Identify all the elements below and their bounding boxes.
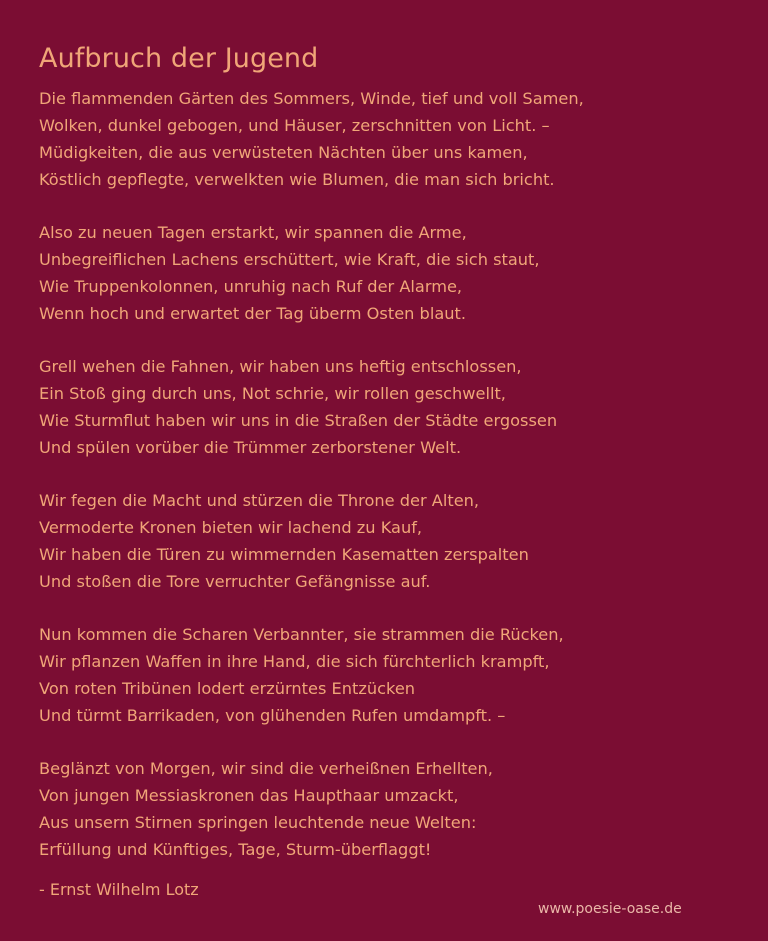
poem-line: Beglänzt von Morgen, wir sind die verheißnen Erhellten, xyxy=(39,759,493,778)
poem-line: Müdigkeiten, die aus verwüsteten Nächten über uns kamen, xyxy=(39,143,528,162)
poem-line: Wir pflanzen Waffen in ihre Hand, die sich fürchterlich krampft, xyxy=(39,652,550,671)
poem-line: Nun kommen die Scharen Verbannter, sie strammen die Rücken, xyxy=(39,625,564,644)
poem-line: Grell wehen die Fahnen, wir haben uns heftig entschlossen, xyxy=(39,357,522,376)
stanza-2 xyxy=(39,219,739,327)
poem-line: Erfüllung und Künftiges, Tage, Sturm-überflaggt! xyxy=(39,840,432,859)
poem-line: Von roten Tribünen lodert erzürntes Entzücken xyxy=(39,679,416,698)
poem-line: Köstlich gepflegte, verwelkten wie Blumen, die man sich bricht. xyxy=(39,170,555,189)
poem-line: Wie Truppenkolonnen, unruhig nach Ruf der Alarme, xyxy=(39,277,463,296)
poem-line: Ein Stoß ging durch uns, Not schrie, wir rollen geschwellt, xyxy=(39,384,506,403)
poem-stanzas xyxy=(39,85,739,863)
poem-line: Von jungen Messiaskronen das Haupthaar umzackt, xyxy=(39,786,459,805)
poem-card xyxy=(39,40,739,863)
poem-line: Wir fegen die Macht und stürzen die Throne der Alten, xyxy=(39,491,480,510)
poem-line: Unbegreiflichen Lachens erschüttert, wie Kraft, die sich staut, xyxy=(39,250,540,269)
poem-line: Die flammenden Gärten des Sommers, Winde, tief und voll Samen, xyxy=(39,89,584,108)
poem-title: Aufbruch der Jugend xyxy=(39,43,319,74)
poem-line: Aus unsern Stirnen springen leuchtende neue Welten: xyxy=(39,813,477,832)
stanza-5 xyxy=(39,621,739,729)
stanza-4 xyxy=(39,487,739,595)
poem-line: Und stoßen die Tore verruchter Gefängnisse auf. xyxy=(39,572,431,591)
poem-line: Vermoderte Kronen bieten wir lachend zu Kauf, xyxy=(39,518,423,537)
poem-line: Wie Sturmflut haben wir uns in die Straßen der Städte ergossen xyxy=(39,411,558,430)
poem-line: Wolken, dunkel gebogen, und Häuser, zerschnitten von Licht. – xyxy=(39,116,550,135)
poem-line: Also zu neuen Tagen erstarkt, wir spannen die Arme, xyxy=(39,223,467,242)
website-link[interactable]: www.poesie-oase.de xyxy=(538,901,682,917)
poem-author: - Ernst Wilhelm Lotz xyxy=(39,880,199,899)
poem-line: Wenn hoch und erwartet der Tag überm Osten blaut. xyxy=(39,304,467,323)
poem-line: Wir haben die Türen zu wimmernden Kasematten zerspalten xyxy=(39,545,529,564)
stanza-1 xyxy=(39,85,739,193)
stanza-6 xyxy=(39,755,739,863)
stanza-3 xyxy=(39,353,739,461)
poem-line: Und spülen vorüber die Trümmer zerborstener Welt. xyxy=(39,438,462,457)
poem-line: Und türmt Barrikaden, von glühenden Rufen umdampft. – xyxy=(39,706,506,725)
